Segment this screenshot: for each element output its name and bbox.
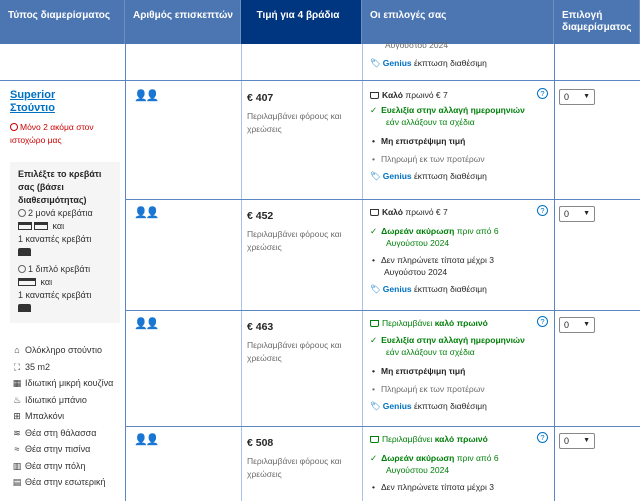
price-cell: € 407 Περιλαμβάνει φόρους και χρεώσεις: [247, 92, 357, 136]
check-icon: ✓: [370, 334, 378, 345]
sea-view-icon: ≋: [13, 427, 21, 438]
divider: [0, 80, 640, 81]
price: € 407: [247, 92, 274, 104]
bullet-icon: •: [372, 481, 375, 492]
bullet-icon: •: [372, 384, 375, 394]
sofa-bed-icon: [18, 248, 31, 256]
options-cell: Καλό πρωινό € 7 ✓ Ευελιξία στην αλλαγή ημερομηνιών εάν αλλάξουν τα σχέδια • Μη επιστρέψιμη τιμή • Πληρωμή εκ των προτέρων 🏷 Genius έκπτωση διαθέσιμη: [370, 90, 525, 181]
bed-option-2[interactable]: 1 διπλό κρεβάτι και 1 καναπές κρεβάτι: [18, 263, 114, 315]
table-header: [0, 0, 640, 44]
double-bed-icon: [18, 278, 36, 286]
guests-icon: 👤👤: [134, 434, 158, 446]
header-room-type: Τύπος διαμερίσματος: [0, 0, 125, 44]
clock-icon: [10, 123, 18, 131]
price: € 463: [247, 321, 274, 333]
options-cell: Περιλαμβάνει καλό πρωινό ✓ Ευελιξία στην αλλαγή ημερομηνιών εάν αλλάξουν τα σχέδια • Μη επιστρέψιμη τιμή • Πληρωμή εκ των προτέρων 🏷 Genius έκπτωση διαθέσιμη: [370, 318, 525, 411]
info-icon[interactable]: ?: [537, 432, 548, 443]
guests-icon: 👤👤: [134, 318, 158, 330]
room-name-link[interactable]: Superior Στούντιο: [10, 89, 56, 114]
tag-icon: 🏷: [370, 170, 381, 181]
house-icon: ⌂: [14, 345, 20, 355]
options-cell: Καλό πρωινό € 7 ✓ Δωρεάν ακύρωση πριν από 6 Αυγούστου 2024 • Δεν πληρώνετε τίποτα μέχρι 3 Αυγούστου 2024 🏷 Genius έκπτωση διαθέσιμη: [370, 207, 499, 294]
coffee-icon: [370, 320, 379, 327]
price: € 452: [247, 210, 274, 222]
info-icon[interactable]: ?: [537, 205, 548, 216]
price-cell: € 452 Περιλαμβάνει φόρους και χρεώσεις: [247, 210, 357, 254]
info-icon[interactable]: ?: [537, 88, 548, 99]
radio-bed-option-2[interactable]: [18, 265, 26, 273]
header-guests: Αριθμός επισκεπτών: [125, 0, 241, 44]
chevron-down-icon: ▼: [583, 210, 590, 217]
facilities-list: [12, 342, 124, 491]
check-icon: ✓: [370, 452, 378, 463]
partial-genius: 🏷 Genius έκπτωση διαθέσιμη: [370, 58, 487, 68]
bath-icon: ♨: [12, 394, 22, 405]
divider: [125, 44, 126, 501]
tag-icon: 🏷: [370, 58, 381, 68]
options-cell: Περιλαμβάνει καλό πρωινό ✓ Δωρεάν ακύρωση πριν από 6 Αυγούστου 2024 • Δεν πληρώνετε τίποτα μέχρι 3: [370, 434, 499, 492]
sofa-bed-icon: [18, 304, 31, 312]
guests-icon: 👤👤: [134, 90, 158, 102]
radio-bed-option-1[interactable]: [18, 209, 26, 217]
header-select: Επιλογή διαμερίσματος: [554, 0, 640, 44]
bullet-icon: •: [372, 135, 375, 146]
tag-icon: 🏷: [370, 400, 381, 411]
divider: [125, 426, 640, 427]
facility-item: ▥ Θέα στην πόλη: [12, 458, 124, 475]
partial-date: Αυγούστου 2024: [385, 40, 449, 50]
facility-item: ≈ Θέα στην πισίνα: [12, 441, 124, 458]
divider: [125, 310, 640, 311]
room-info: [10, 89, 120, 147]
coffee-icon: [370, 92, 379, 99]
divider: [241, 44, 242, 501]
room-quantity-select[interactable]: 0 ▼: [559, 433, 595, 449]
room-quantity-select[interactable]: 0 ▼: [559, 89, 595, 105]
chevron-down-icon: ▼: [583, 437, 590, 444]
bullet-icon: •: [372, 254, 375, 265]
price-cell: € 463 Περιλαμβάνει φόρους και χρεώσεις: [247, 321, 357, 365]
room-quantity-select[interactable]: 0 ▼: [559, 206, 595, 222]
chevron-down-icon: ▼: [583, 93, 590, 100]
scarcity-message: Μόνο 2 ακόμα στον ιστοχώρο μας: [10, 122, 94, 145]
check-icon: ✓: [370, 104, 378, 115]
facility-item: ⛶ 35 m2: [12, 359, 124, 376]
facility-item: ⊞ Μπαλκόνι: [12, 408, 124, 425]
facility-item: ≋ Θέα στη θάλασσα: [12, 425, 124, 442]
facility-item: ⌂ Ολόκληρο στούντιο: [12, 342, 124, 359]
price-cell: € 508 Περιλαμβάνει φόρους και χρεώσεις: [247, 437, 357, 481]
pool-view-icon: ≈: [14, 444, 20, 454]
single-bed-icon: [18, 222, 32, 230]
bed-option-1[interactable]: 2 μονά κρεβάτια και 1 καναπές κρεβάτι: [18, 207, 114, 259]
check-icon: ✓: [370, 225, 378, 236]
bullet-icon: •: [372, 154, 375, 164]
divider: [125, 199, 640, 200]
header-price: Τιμή για 4 βράδια: [241, 0, 362, 44]
facility-item: ♨ Ιδιωτικό μπάνιο: [12, 392, 124, 409]
chevron-down-icon: ▼: [583, 321, 590, 328]
single-bed-icon: [34, 222, 48, 230]
price: € 508: [247, 437, 274, 449]
tag-icon: 🏷: [370, 283, 381, 294]
courtyard-view-icon: ▤: [12, 477, 22, 487]
bed-choice-box: Επιλέξτε το κρεβάτι σας (βάσει διαθεσιμότητας) 2 μονά κρεβάτια και 1 καναπές κρεβάτι 1 διπλό κρεβάτι και 1 καναπές κρεβάτι: [10, 162, 120, 323]
divider: [362, 44, 363, 501]
facility-item: ▦ Ιδιωτική μικρή κουζίνα: [12, 375, 124, 392]
info-icon[interactable]: ?: [537, 316, 548, 327]
kitchen-icon: ▦: [12, 378, 22, 388]
divider: [554, 44, 555, 501]
guests-icon: 👤👤: [134, 207, 158, 219]
bullet-icon: •: [372, 365, 375, 376]
facility-item: ▤ Θέα στην εσωτερική: [12, 474, 124, 491]
coffee-icon: [370, 436, 379, 443]
coffee-icon: [370, 209, 379, 216]
header-options: Οι επιλογές σας: [362, 0, 554, 44]
size-icon: ⛶: [13, 361, 21, 372]
city-view-icon: ▥: [12, 460, 22, 471]
room-quantity-select[interactable]: 0 ▼: [559, 317, 595, 333]
balcony-icon: ⊞: [13, 411, 21, 421]
